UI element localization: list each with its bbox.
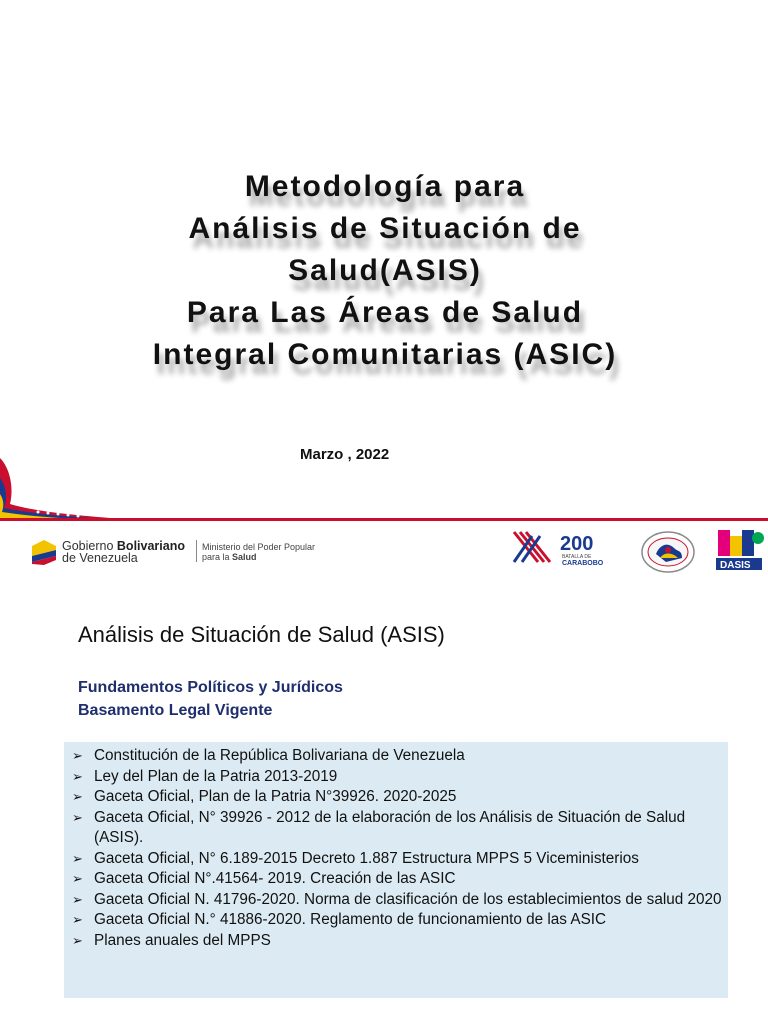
divider-line: [0, 518, 768, 521]
gov-text-prefix: Gobierno: [62, 539, 117, 553]
list-item: [72, 767, 728, 788]
list-item-text: Constitución de la República Bolivariana de Venezuela: [94, 747, 465, 764]
arrow-bullet-icon: ➢: [72, 850, 83, 866]
gov-logo-text: [62, 540, 185, 564]
arrow-bullet-icon: ➢: [72, 912, 83, 927]
cover-title-line: Para Las Áreas de Salud: [186, 296, 584, 329]
gov-text-bold: Bolivariano: [116, 539, 185, 553]
cover-title: [20, 166, 750, 376]
dasis-label: DASIS: [720, 560, 751, 571]
list-item: [72, 931, 728, 952]
arrow-bullet-icon: ➢: [72, 809, 83, 825]
list-item-text: Planes anuales del MPPS: [94, 931, 271, 949]
subtitle-line1: Fundamentos Políticos y Jurídicos: [78, 679, 343, 696]
gov-text-line2: de Venezuela: [62, 551, 138, 565]
list-item-text: Gaceta Oficial N°.41564- 2019. Creación de las ASIC: [94, 870, 456, 887]
dasis-logo: [714, 528, 766, 574]
header-band: [0, 528, 768, 580]
bicentenario-200-logo: [510, 528, 620, 568]
flag-ribbon-icon: [0, 448, 120, 522]
arrow-bullet-icon: ➢: [72, 789, 83, 804]
arrow-bullet-icon: ➢: [72, 748, 83, 763]
list-item: [72, 910, 728, 931]
list-item: [72, 787, 728, 808]
arrow-bullet-icon: ➢: [72, 768, 83, 784]
section-subtitle: [78, 676, 343, 722]
cover-title-line: Análisis de Situación de: [188, 212, 582, 245]
list-item: [72, 849, 728, 870]
list-item-text: Gaceta Oficial N.° 41886-2020. Reglamento de funcionamiento de las ASIC: [94, 911, 607, 928]
arrow-bullet-icon: ➢: [72, 871, 83, 886]
logo-separator: [196, 540, 197, 562]
ministry-line1: Ministerio del Poder Popular: [202, 542, 316, 552]
list-item: [72, 746, 728, 767]
institutional-seal-logo: [638, 528, 698, 578]
list-item-text: Gaceta Oficial, N° 39926 - 2012 de la elaboración de los Análisis de Situación de Salud (ASIS).: [94, 808, 686, 846]
list-item: [72, 808, 728, 849]
list-item-text: Gaceta Oficial, N° 6.189-2015 Decreto 1.887 Estructura MPPS 5 Viceministerios: [94, 849, 639, 867]
arrow-bullet-icon: ➢: [72, 891, 83, 907]
list-item-text: Gaceta Oficial, Plan de la Patria N°39926. 2020-2025: [94, 788, 457, 805]
cover-date: Marzo , 2022: [300, 446, 390, 463]
cover-title-line: Metodología para: [244, 170, 526, 203]
list-item: [72, 890, 728, 911]
logo200-line1: BATALLA DE: [562, 554, 592, 560]
section-title: Análisis de Situación de Salud (ASIS): [78, 622, 445, 647]
ministry-line2-prefix: para la: [202, 552, 233, 562]
legal-basis-list: [64, 742, 728, 951]
logo200-line2: CARABOBO: [562, 560, 604, 567]
cover-title-line: Integral Comunitarias (ASIC): [152, 338, 618, 371]
venezuela-flag-icon: [30, 538, 58, 566]
ministry-text: [202, 542, 315, 562]
list-item-text: Gaceta Oficial N. 41796-2020. Norma de clasificación de los establecimientos de salud 2020: [94, 890, 722, 908]
subtitle-line2: Basamento Legal Vigente: [78, 702, 273, 719]
cover-title-line: Salud(ASIS): [288, 254, 482, 287]
legal-basis-list-box: [64, 742, 728, 998]
arrow-bullet-icon: ➢: [72, 932, 83, 948]
list-item-text: Ley del Plan de la Patria 2013-2019: [94, 767, 338, 785]
logo200-number: 200: [560, 533, 594, 555]
content-slide: [0, 528, 768, 1024]
list-item: [72, 869, 728, 890]
ministry-line2-bold: Salud: [232, 552, 257, 562]
